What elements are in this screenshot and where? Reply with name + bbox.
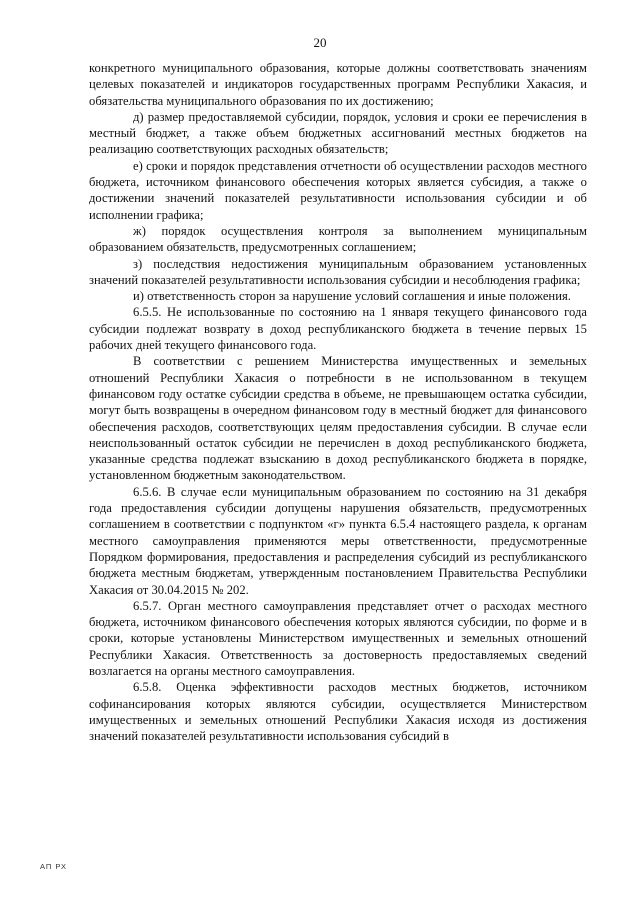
paragraph: д) размер предоставляемой субсидии, порядок, условия и сроки ее перечисления в местный бюджет, а также объем бюджетных ассигнований местных бюджетов на реализацию соответствующих расходных обязательств; (89, 109, 587, 157)
page-number: 20 (313, 35, 327, 50)
paragraph: ж) порядок осуществления контроля за выполнением муниципальным образованием обязательств, предусмотренных соглашением; (89, 223, 587, 255)
paragraph: з) последствия недостижения муниципальным образованием установленных значений показателей результативности использования субсидии и несоблюдения графика; (89, 256, 587, 287)
document-body (89, 60, 587, 744)
paragraph: 6.5.7. Орган местного самоуправления представляет отчет о расходах местного бюджета, источником финансового обеспечения которых являются субсидии, по форме и в сроки, которые установлены Министерством имущественных и земельных отношений Республики Хакасия. Ответственность за достоверность предоставляемых сведений возлагается на органы местного самоуправления. (89, 598, 587, 678)
footer-mark: АП РХ (40, 862, 68, 871)
paragraph: 6.5.5. Не использованные по состоянию на 1 января текущего финансового года субсидии подлежат возврату в доход республиканского бюджета в течение первых 15 рабочих дней текущего финансового года. (89, 305, 587, 353)
paragraph: и) ответственность сторон за нарушение условий соглашения и иные положения. (133, 289, 571, 304)
paragraph: 6.5.6. В случае если муниципальным образованием по состоянию на 31 декабря года предоставления субсидии допущены нарушения обязательств, предусмотренных соглашением в соответствии с подпунктом «г» пункта 6.5.4 настоящего раздела, к органам местного самоуправления применяются меры ответственности, предусмотренные Порядком формирования, предоставления и распределения субсидий из республиканского бюджета местным бюджетам, утвержденным постановлением Правительства Республики Хакасия от 30.04.2015 № 202. (89, 484, 587, 597)
paragraph: 6.5.8. Оценка эффективности расходов местных бюджетов, источником софинансирования которых являются субсидии, осуществляется Министерством имущественных и земельных отношений Республики Хакасия исходя из достижения значений показателей результативности использования субсидий в (89, 680, 587, 744)
paragraph: е) сроки и порядок представления отчетности об осуществлении расходов местного бюджета, источником финансового обеспечения которых является субсидия, а также о достижении значений показателей результативности использования субсидии и об исполнении графика; (89, 158, 587, 222)
paragraph: конкретного муниципального образования, которые должны соответствовать значениям целевых показателей и индикаторов государственных программ Республики Хакасия, и обязательства муниципального образования по их достижению; (89, 61, 587, 108)
paragraph: В соответствии с решением Министерства имущественных и земельных отношений Республики Хакасия о потребности в не использованном в текущем финансовом году остатке субсидии средства в объеме, не превышающем остатка субсидии, могут быть возвращены в очередном финансовом году в местный бюджет для финансового обеспечения расходов, соответствующих целям предоставления субсидии. В случае если неиспользованный остаток субсидии не перечислен в доход республиканского бюджета, указанные средства подлежат взысканию в доход республиканского бюджета в порядке, установленном бюджетным законодательством. (89, 354, 587, 483)
